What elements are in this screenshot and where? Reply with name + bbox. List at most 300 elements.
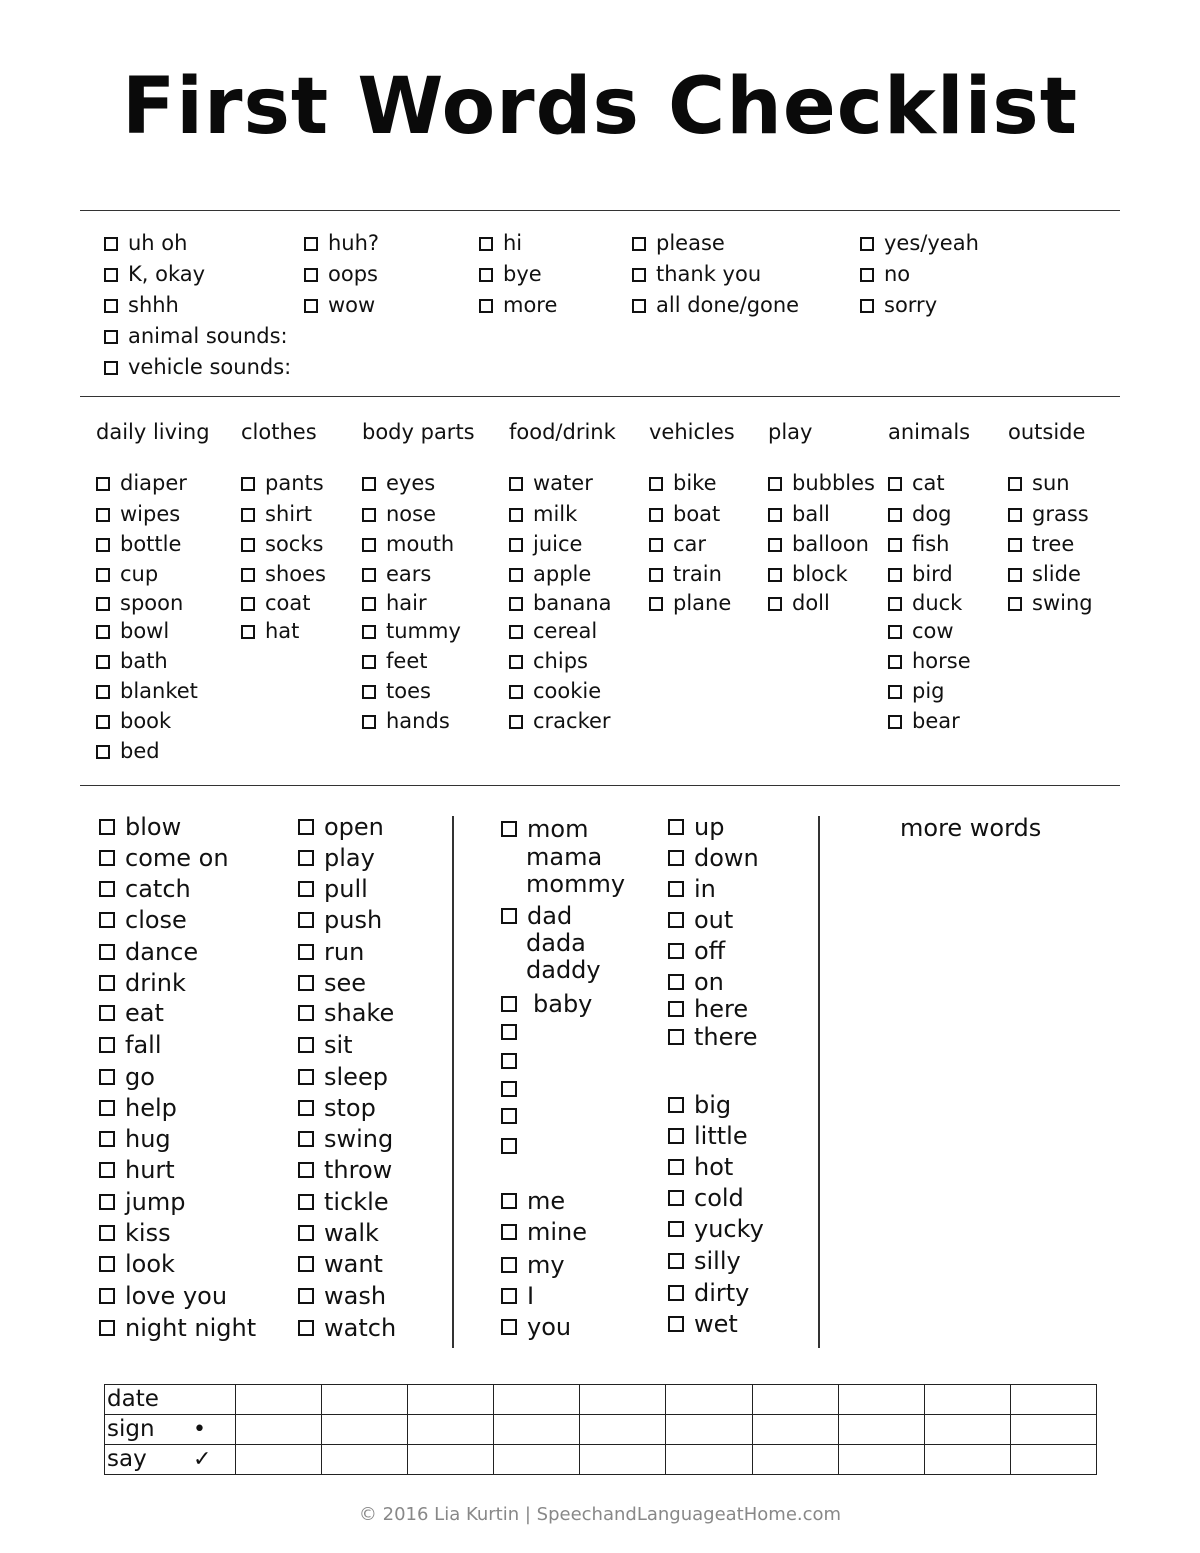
checkbox[interactable] [99, 850, 115, 866]
checklist-item[interactable]: hot [668, 1155, 733, 1179]
log-cell[interactable] [236, 1445, 322, 1475]
log-cell[interactable] [666, 1385, 752, 1415]
checklist-item[interactable]: off [668, 939, 725, 963]
checklist-item[interactable]: train [649, 564, 722, 585]
checkbox[interactable] [304, 237, 318, 251]
checkbox[interactable] [362, 625, 376, 639]
checklist-item[interactable]: stop [298, 1096, 376, 1120]
checkbox[interactable] [362, 568, 376, 582]
checklist-item[interactable]: pants [241, 473, 324, 494]
log-cell[interactable] [236, 1385, 322, 1415]
log-cell[interactable] [666, 1415, 752, 1445]
checklist-item[interactable]: yucky [668, 1217, 764, 1241]
checkbox[interactable] [96, 655, 110, 669]
checklist-item[interactable]: wow [304, 295, 375, 316]
checkbox[interactable] [888, 625, 902, 639]
log-cell[interactable] [580, 1385, 666, 1415]
checklist-item[interactable]: shhh [104, 295, 179, 316]
checklist-item[interactable]: you [501, 1315, 571, 1339]
checkbox[interactable] [241, 597, 255, 611]
checklist-item[interactable]: plane [649, 593, 731, 614]
checkbox[interactable] [241, 538, 255, 552]
checkbox[interactable] [99, 1069, 115, 1085]
log-cell[interactable] [838, 1385, 924, 1415]
checkbox[interactable] [501, 821, 517, 837]
checklist-item[interactable]: juice [509, 534, 582, 555]
checkbox[interactable] [298, 912, 314, 928]
log-cell[interactable] [838, 1445, 924, 1475]
checkbox[interactable] [298, 1194, 314, 1210]
checkbox[interactable] [96, 568, 110, 582]
checklist-item[interactable]: fall [99, 1033, 162, 1057]
checklist-item[interactable]: nose [362, 504, 436, 525]
checkbox[interactable] [99, 944, 115, 960]
checklist-item[interactable]: ball [768, 504, 830, 525]
checklist-item[interactable]: yes/yeah [860, 233, 979, 254]
log-cell[interactable] [408, 1385, 494, 1415]
checklist-item[interactable]: me [501, 1189, 565, 1213]
checklist-item[interactable]: water [509, 473, 593, 494]
checklist-item[interactable]: cookie [509, 681, 601, 702]
checkbox[interactable] [501, 1138, 517, 1154]
checkbox[interactable] [668, 1159, 684, 1175]
checkbox[interactable] [632, 237, 646, 251]
blank-checkbox[interactable] [501, 1024, 527, 1040]
checkbox[interactable] [649, 597, 663, 611]
checkbox[interactable] [888, 568, 902, 582]
checkbox[interactable] [298, 1069, 314, 1085]
checkbox[interactable] [501, 1193, 517, 1209]
checklist-item[interactable]: baby [501, 992, 592, 1016]
checkbox[interactable] [99, 912, 115, 928]
checklist-item[interactable]: here [668, 997, 748, 1021]
checkbox[interactable] [509, 625, 523, 639]
checklist-item[interactable]: oops [304, 264, 378, 285]
checklist-item[interactable]: K, okay [104, 264, 205, 285]
checklist-item[interactable]: toes [362, 681, 431, 702]
checkbox[interactable] [96, 625, 110, 639]
checkbox[interactable] [298, 1100, 314, 1116]
checklist-item[interactable]: cup [96, 564, 158, 585]
checkbox[interactable] [298, 881, 314, 897]
checkbox[interactable] [99, 1320, 115, 1336]
log-cell[interactable] [752, 1385, 838, 1415]
checklist-item[interactable]: mine [501, 1220, 587, 1244]
checklist-item[interactable]: cold [668, 1186, 744, 1210]
checkbox[interactable] [509, 538, 523, 552]
checkbox[interactable] [509, 568, 523, 582]
checkbox[interactable] [501, 1257, 517, 1273]
log-cell[interactable] [236, 1415, 322, 1445]
log-cell[interactable] [322, 1415, 408, 1445]
checklist-item[interactable]: more [479, 295, 557, 316]
checklist-item[interactable]: blow [99, 815, 181, 839]
checklist-item[interactable]: diaper [96, 473, 187, 494]
checkbox[interactable] [649, 477, 663, 491]
checklist-item[interactable]: horse [888, 651, 971, 672]
checkbox[interactable] [501, 1024, 517, 1040]
checklist-item[interactable]: play [298, 846, 375, 870]
checklist-item[interactable]: car [649, 534, 706, 555]
checkbox[interactable] [99, 881, 115, 897]
checklist-item[interactable]: sit [298, 1033, 353, 1057]
checkbox[interactable] [649, 568, 663, 582]
checkbox[interactable] [668, 1128, 684, 1144]
checkbox[interactable] [668, 1029, 684, 1045]
checklist-item[interactable]: eyes [362, 473, 435, 494]
checklist-item[interactable]: hi [479, 233, 522, 254]
checkbox[interactable] [298, 850, 314, 866]
checkbox[interactable] [1008, 508, 1022, 522]
checklist-item[interactable]: bear [888, 711, 960, 732]
checkbox[interactable] [1008, 597, 1022, 611]
checklist-item[interactable]: ears [362, 564, 431, 585]
checklist-item[interactable]: look [99, 1252, 175, 1276]
checkbox[interactable] [509, 655, 523, 669]
checkbox[interactable] [668, 1190, 684, 1206]
checkbox[interactable] [362, 685, 376, 699]
checkbox[interactable] [479, 237, 493, 251]
checkbox[interactable] [241, 508, 255, 522]
checklist-item[interactable]: book [96, 711, 171, 732]
checkbox[interactable] [668, 1253, 684, 1269]
checklist-item[interactable]: love you [99, 1284, 227, 1308]
checkbox[interactable] [362, 715, 376, 729]
log-cell[interactable] [924, 1445, 1010, 1475]
checklist-item[interactable]: in [668, 877, 716, 901]
checklist-item[interactable]: walk [298, 1221, 379, 1245]
checklist-item[interactable]: swing [1008, 593, 1093, 614]
checkbox[interactable] [888, 685, 902, 699]
checklist-item[interactable]: cat [888, 473, 945, 494]
log-cell[interactable] [322, 1385, 408, 1415]
checklist-item[interactable]: fish [888, 534, 949, 555]
checkbox[interactable] [1008, 477, 1022, 491]
checkbox[interactable] [298, 819, 314, 835]
checklist-item[interactable]: duck [888, 593, 962, 614]
checklist-item[interactable]: milk [509, 504, 577, 525]
checklist-item[interactable]: kiss [99, 1221, 171, 1245]
checkbox[interactable] [888, 538, 902, 552]
checklist-item[interactable]: grass [1008, 504, 1089, 525]
checklist-item[interactable]: run [298, 940, 364, 964]
log-cell[interactable] [752, 1445, 838, 1475]
checkbox[interactable] [768, 568, 782, 582]
checklist-item[interactable]: huh? [304, 233, 379, 254]
checkbox[interactable] [99, 1037, 115, 1053]
checkbox[interactable] [99, 1005, 115, 1021]
checkbox[interactable] [768, 477, 782, 491]
checklist-item[interactable]: watch [298, 1316, 396, 1340]
checkbox[interactable] [298, 1131, 314, 1147]
checkbox[interactable] [241, 625, 255, 639]
checklist-item[interactable]: cracker [509, 711, 611, 732]
checkbox[interactable] [668, 912, 684, 928]
checkbox[interactable] [96, 477, 110, 491]
checklist-item[interactable]: mouth [362, 534, 454, 555]
log-cell[interactable] [322, 1445, 408, 1475]
log-cell[interactable] [1010, 1385, 1096, 1415]
checklist-item[interactable]: animal sounds: [104, 326, 288, 347]
checklist-item[interactable]: dance [99, 940, 198, 964]
checkbox[interactable] [96, 597, 110, 611]
checkbox[interactable] [509, 685, 523, 699]
checkbox[interactable] [304, 268, 318, 282]
checklist-item[interactable]: little [668, 1124, 748, 1148]
checkbox[interactable] [668, 1221, 684, 1237]
checkbox[interactable] [888, 715, 902, 729]
checkbox[interactable] [888, 508, 902, 522]
checklist-item[interactable]: on [668, 970, 724, 994]
log-cell[interactable] [494, 1415, 580, 1445]
checkbox[interactable] [860, 268, 874, 282]
checklist-item[interactable]: dad [501, 904, 572, 928]
checklist-item[interactable]: vehicle sounds: [104, 357, 291, 378]
checklist-item[interactable]: there [668, 1025, 758, 1049]
log-cell[interactable] [1010, 1415, 1096, 1445]
checkbox[interactable] [104, 361, 118, 375]
checklist-item[interactable]: slide [1008, 564, 1081, 585]
checklist-item[interactable]: down [668, 846, 759, 870]
checklist-item[interactable]: apple [509, 564, 591, 585]
checklist-item[interactable]: sleep [298, 1065, 388, 1089]
checkbox[interactable] [668, 819, 684, 835]
checklist-item[interactable]: eat [99, 1001, 164, 1025]
checklist-item[interactable]: thank you [632, 264, 761, 285]
checkbox[interactable] [362, 655, 376, 669]
checklist-item[interactable]: wash [298, 1284, 386, 1308]
checklist-item[interactable]: cereal [509, 621, 597, 642]
checkbox[interactable] [668, 1316, 684, 1332]
checkbox[interactable] [104, 268, 118, 282]
checklist-item[interactable]: hands [362, 711, 450, 732]
checkbox[interactable] [99, 1288, 115, 1304]
checkbox[interactable] [501, 908, 517, 924]
checkbox[interactable] [96, 508, 110, 522]
checkbox[interactable] [668, 1001, 684, 1017]
checkbox[interactable] [501, 1224, 517, 1240]
checkbox[interactable] [298, 1225, 314, 1241]
checkbox[interactable] [362, 538, 376, 552]
checklist-item[interactable]: pull [298, 877, 368, 901]
checkbox[interactable] [509, 508, 523, 522]
checklist-item[interactable]: bottle [96, 534, 181, 555]
checklist-item[interactable]: jump [99, 1190, 186, 1214]
checklist-item[interactable]: bubbles [768, 473, 875, 494]
checkbox[interactable] [888, 477, 902, 491]
log-cell[interactable] [666, 1445, 752, 1475]
blank-checkbox[interactable] [501, 1081, 527, 1097]
checklist-item[interactable]: tummy [362, 621, 461, 642]
log-cell[interactable] [494, 1445, 580, 1475]
checklist-item[interactable]: help [99, 1096, 177, 1120]
checkbox[interactable] [888, 655, 902, 669]
checkbox[interactable] [99, 1194, 115, 1210]
checklist-item[interactable]: go [99, 1065, 155, 1089]
checkbox[interactable] [104, 299, 118, 313]
checkbox[interactable] [768, 538, 782, 552]
checklist-item[interactable]: see [298, 971, 366, 995]
checkbox[interactable] [96, 538, 110, 552]
checklist-item[interactable]: bed [96, 741, 160, 762]
checklist-item[interactable]: big [668, 1093, 731, 1117]
blank-checkbox[interactable] [501, 1053, 527, 1069]
checklist-item[interactable]: bike [649, 473, 717, 494]
blank-checkbox[interactable] [501, 1138, 527, 1154]
checkbox[interactable] [1008, 538, 1022, 552]
checklist-item[interactable]: boat [649, 504, 720, 525]
checkbox[interactable] [298, 975, 314, 991]
log-cell[interactable] [752, 1415, 838, 1445]
checklist-item[interactable]: shirt [241, 504, 312, 525]
checkbox[interactable] [298, 1256, 314, 1272]
checklist-item[interactable]: wipes [96, 504, 180, 525]
checklist-item[interactable]: night night [99, 1316, 256, 1340]
checklist-item[interactable]: hurt [99, 1158, 175, 1182]
checklist-item[interactable]: shoes [241, 564, 326, 585]
checklist-item[interactable]: block [768, 564, 848, 585]
checklist-item[interactable]: wet [668, 1312, 738, 1336]
checkbox[interactable] [479, 299, 493, 313]
checklist-item[interactable]: tickle [298, 1190, 389, 1214]
checkbox[interactable] [668, 974, 684, 990]
checklist-item[interactable]: tree [1008, 534, 1074, 555]
checklist-item[interactable]: banana [509, 593, 612, 614]
log-cell[interactable] [408, 1445, 494, 1475]
checklist-item[interactable]: out [668, 908, 733, 932]
checkbox[interactable] [649, 538, 663, 552]
checkbox[interactable] [768, 597, 782, 611]
log-cell[interactable] [924, 1415, 1010, 1445]
checklist-item[interactable]: dog [888, 504, 952, 525]
checklist-item[interactable]: feet [362, 651, 427, 672]
log-cell[interactable] [494, 1385, 580, 1415]
log-cell[interactable] [1010, 1445, 1096, 1475]
checkbox[interactable] [99, 1131, 115, 1147]
checkbox[interactable] [509, 477, 523, 491]
checkbox[interactable] [509, 715, 523, 729]
log-cell[interactable] [924, 1385, 1010, 1415]
checkbox[interactable] [99, 1162, 115, 1178]
checkbox[interactable] [96, 685, 110, 699]
checklist-item[interactable]: up [668, 815, 724, 839]
checkbox[interactable] [632, 299, 646, 313]
checkbox[interactable] [501, 1108, 517, 1124]
log-cell[interactable] [838, 1415, 924, 1445]
checklist-item[interactable]: hair [362, 593, 427, 614]
checklist-item[interactable]: silly [668, 1249, 741, 1273]
checklist-item[interactable]: drink [99, 971, 186, 995]
checkbox[interactable] [479, 268, 493, 282]
checkbox[interactable] [362, 477, 376, 491]
checklist-item[interactable]: please [632, 233, 725, 254]
checkbox[interactable] [1008, 568, 1022, 582]
checklist-item[interactable]: bye [479, 264, 542, 285]
checkbox[interactable] [99, 1225, 115, 1241]
checklist-item[interactable]: bath [96, 651, 168, 672]
checklist-item[interactable]: no [860, 264, 910, 285]
log-cell[interactable] [580, 1445, 666, 1475]
checklist-item[interactable]: come on [99, 846, 229, 870]
checklist-item[interactable]: dirty [668, 1281, 749, 1305]
checklist-item[interactable]: pig [888, 681, 945, 702]
checklist-item[interactable]: shake [298, 1001, 394, 1025]
checklist-item[interactable]: throw [298, 1158, 392, 1182]
checklist-item[interactable]: bowl [96, 621, 169, 642]
checklist-item[interactable]: spoon [96, 593, 183, 614]
checkbox[interactable] [888, 597, 902, 611]
checkbox[interactable] [298, 1005, 314, 1021]
checklist-item[interactable]: coat [241, 593, 311, 614]
checklist-item[interactable]: I [501, 1284, 534, 1308]
checklist-item[interactable]: hat [241, 621, 299, 642]
checkbox[interactable] [99, 1256, 115, 1272]
checkbox[interactable] [501, 1319, 517, 1335]
checklist-item[interactable]: want [298, 1252, 383, 1276]
checkbox[interactable] [99, 819, 115, 835]
checklist-item[interactable]: swing [298, 1127, 393, 1151]
checkbox[interactable] [649, 508, 663, 522]
checkbox[interactable] [860, 237, 874, 251]
checkbox[interactable] [668, 850, 684, 866]
blank-checkbox[interactable] [501, 1108, 527, 1124]
checkbox[interactable] [96, 745, 110, 759]
checkbox[interactable] [768, 508, 782, 522]
checklist-item[interactable]: sorry [860, 295, 937, 316]
checklist-item[interactable]: my [501, 1253, 565, 1277]
checklist-item[interactable]: uh oh [104, 233, 187, 254]
checkbox[interactable] [362, 597, 376, 611]
checkbox[interactable] [304, 299, 318, 313]
checkbox[interactable] [362, 508, 376, 522]
checkbox[interactable] [668, 943, 684, 959]
checklist-item[interactable]: chips [509, 651, 588, 672]
checklist-item[interactable]: balloon [768, 534, 869, 555]
checklist-item[interactable]: bird [888, 564, 953, 585]
checkbox[interactable] [104, 237, 118, 251]
checkbox[interactable] [501, 996, 517, 1012]
checkbox[interactable] [860, 299, 874, 313]
checklist-item[interactable]: hug [99, 1127, 171, 1151]
checkbox[interactable] [99, 975, 115, 991]
checklist-item[interactable]: push [298, 908, 382, 932]
checkbox[interactable] [668, 881, 684, 897]
checklist-item[interactable]: all done/gone [632, 295, 799, 316]
checkbox[interactable] [668, 1097, 684, 1113]
checklist-item[interactable]: socks [241, 534, 323, 555]
checkbox[interactable] [99, 1100, 115, 1116]
checklist-item[interactable]: cow [888, 621, 954, 642]
checkbox[interactable] [501, 1081, 517, 1097]
checklist-item[interactable]: mom [501, 817, 588, 841]
log-cell[interactable] [580, 1415, 666, 1445]
checklist-item[interactable]: blanket [96, 681, 198, 702]
checkbox[interactable] [241, 568, 255, 582]
log-cell[interactable] [408, 1415, 494, 1445]
checklist-item[interactable]: doll [768, 593, 830, 614]
checkbox[interactable] [298, 1037, 314, 1053]
checkbox[interactable] [501, 1053, 517, 1069]
checkbox[interactable] [509, 597, 523, 611]
checkbox[interactable] [298, 1320, 314, 1336]
checkbox[interactable] [501, 1288, 517, 1304]
checkbox[interactable] [241, 477, 255, 491]
checkbox[interactable] [668, 1285, 684, 1301]
checkbox[interactable] [298, 1162, 314, 1178]
checkbox[interactable] [632, 268, 646, 282]
checklist-item[interactable]: sun [1008, 473, 1070, 494]
checkbox[interactable] [298, 1288, 314, 1304]
